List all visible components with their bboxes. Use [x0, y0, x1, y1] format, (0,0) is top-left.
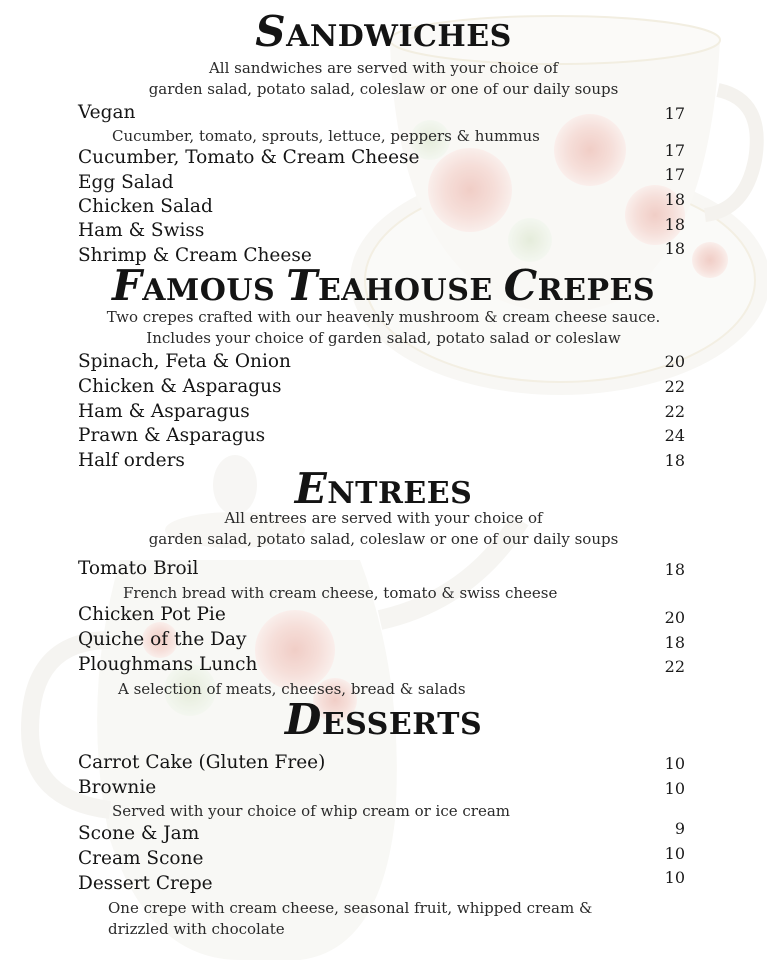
menu-item-price: 20 — [664, 608, 685, 627]
desserts-heading-text: DESSERTS — [284, 695, 483, 744]
menu-item-price: 18 — [664, 451, 685, 470]
menu-item-name: Half orders — [78, 450, 185, 471]
crepes-heading — [0, 261, 767, 310]
menu-item-name: Dessert Crepe — [78, 873, 213, 894]
menu-item-name: Vegan — [78, 102, 136, 123]
menu-item-price: 10 — [664, 844, 685, 863]
menu-item-price: 10 — [664, 754, 685, 773]
menu-item-price: 18 — [664, 190, 685, 209]
menu-item-price: 22 — [664, 402, 685, 421]
menu-item-name: Brownie — [78, 777, 157, 798]
menu-item-price: 24 — [664, 426, 685, 445]
crepes-heading-text: FAMOUS TEAHOUSE CREPES — [111, 261, 656, 310]
menu-item-name: Shrimp & Cream Cheese — [78, 245, 312, 266]
menu-item-price: 17 — [664, 104, 685, 123]
menu-item-name: Chicken Salad — [78, 196, 213, 217]
menu-item-name: Ploughmans Lunch — [78, 654, 258, 675]
menu-item-name: Scone & Jam — [78, 823, 200, 844]
menu-item-price: 17 — [664, 165, 685, 184]
menu-item-name: Ham & Asparagus — [78, 401, 250, 422]
menu-item-name: Chicken & Asparagus — [78, 376, 282, 397]
menu-item-price: 18 — [664, 633, 685, 652]
entrees-desc-line-1: All entrees are served with your choice of — [224, 509, 543, 527]
entrees-desc-line-2: garden salad, potato salad, coleslaw or one of our daily soups — [148, 530, 619, 548]
entrees-heading-text: ENTREES — [294, 464, 473, 513]
entrees-heading — [0, 464, 767, 513]
menu-item-note: French bread with cream cheese, tomato & swiss cheese — [123, 584, 558, 602]
menu-item-price: 10 — [664, 868, 685, 887]
menu-item-note-line-1: One crepe with cream cheese, seasonal fruit, whipped cream & — [108, 899, 593, 917]
sandwiches-heading — [0, 7, 767, 56]
menu-item-note: A selection of meats, cheeses, bread & salads — [118, 680, 466, 698]
crepes-desc-line-2: Includes your choice of garden salad, potato salad or coleslaw — [146, 329, 621, 347]
menu-item-name: Ham & Swiss — [78, 220, 205, 241]
menu-item-name: Cucumber, Tomato & Cream Cheese — [78, 147, 420, 168]
menu-item-price: 18 — [664, 239, 685, 258]
sandwiches-heading-text: SANDWICHES — [255, 7, 512, 56]
menu-item-price: 20 — [664, 352, 685, 371]
menu-item-price: 10 — [664, 779, 685, 798]
menu-item-name: Spinach, Feta & Onion — [78, 351, 291, 372]
crepes-desc-line-1: Two crepes crafted with our heavenly mushroom & cream cheese sauce. — [106, 308, 661, 326]
menu-item-name: Cream Scone — [78, 848, 204, 869]
menu-item-name: Tomato Broil — [78, 558, 199, 579]
menu-item-note: Cucumber, tomato, sprouts, lettuce, peppers & hummus — [112, 127, 540, 145]
menu-item-note-line-2: drizzled with chocolate — [108, 920, 285, 938]
menu-item-price: 18 — [664, 560, 685, 579]
sandwiches-desc-line-1: All sandwiches are served with your choice of — [208, 59, 559, 77]
menu-item-name: Prawn & Asparagus — [78, 425, 266, 446]
menu-item-name: Chicken Pot Pie — [78, 604, 226, 625]
menu-item-price: 17 — [664, 141, 685, 160]
menu-item-price: 22 — [664, 657, 685, 676]
menu-item-name: Carrot Cake (Gluten Free) — [78, 752, 326, 773]
menu-item-price: 22 — [664, 377, 685, 396]
menu-item-price: 9 — [674, 819, 685, 838]
menu-item-price: 18 — [664, 215, 685, 234]
menu-item-name: Quiche of the Day — [78, 629, 247, 650]
menu-item-note: Served with your choice of whip cream or ice cream — [112, 802, 511, 820]
sandwiches-desc-line-2: garden salad, potato salad, coleslaw or one of our daily soups — [148, 80, 619, 98]
menu-item-name: Egg Salad — [78, 172, 174, 193]
desserts-heading — [0, 695, 767, 744]
